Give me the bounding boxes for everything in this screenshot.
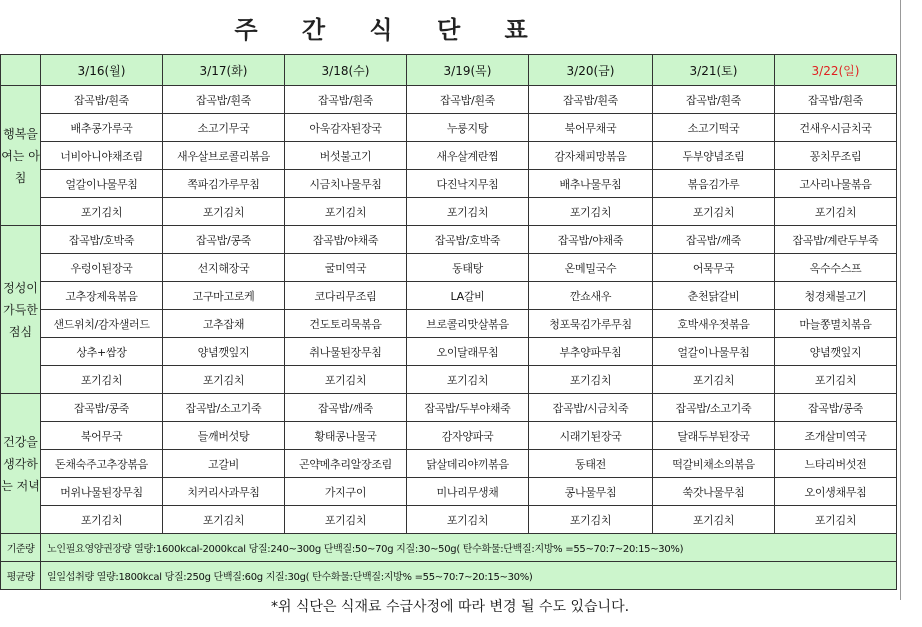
dish-cell: 호박새우젓볶음 (653, 310, 775, 338)
dish-cell: 잡곡밥/흰죽 (41, 86, 163, 114)
dish-cell: 청경채불고기 (775, 282, 897, 310)
dish-cell: 포기김치 (775, 366, 897, 394)
dish-cell: 포기김치 (407, 198, 529, 226)
dish-cell: 포기김치 (653, 198, 775, 226)
dish-cell: 건새우시금치국 (775, 114, 897, 142)
nutrition-row (1, 534, 897, 562)
dish-cell: 춘천닭갈비 (653, 282, 775, 310)
day-header: 3/16(월) (41, 55, 163, 86)
dish-cell: 포기김치 (163, 506, 285, 534)
dish-cell: 곤약메추리알장조림 (285, 450, 407, 478)
dish-cell: 달래두부된장국 (653, 422, 775, 450)
dish-cell: 얼갈이나물무침 (653, 338, 775, 366)
dish-cell: 버섯불고기 (285, 142, 407, 170)
dish-cell: 청포묵김가루무침 (529, 310, 653, 338)
dish-cell: 잡곡밥/야채죽 (529, 226, 653, 254)
page-title: 주 간 식 단 표 (234, 15, 546, 44)
day-header: 3/18(수) (285, 55, 407, 86)
dish-cell: 깐쇼새우 (529, 282, 653, 310)
dish-cell: 잡곡밥/호박죽 (407, 226, 529, 254)
dish-cell: 잡곡밥/계란두부죽 (775, 226, 897, 254)
dish-cell: 잡곡밥/콩죽 (163, 226, 285, 254)
dish-cell: 들깨버섯탕 (163, 422, 285, 450)
dish-cell: 건도토리묵볶음 (285, 310, 407, 338)
dish-cell: 황태콩나물국 (285, 422, 407, 450)
table-row (1, 394, 897, 422)
dish-cell: 쑥갓나물무침 (653, 478, 775, 506)
dish-cell: 포기김치 (285, 198, 407, 226)
dish-cell: 포기김치 (407, 506, 529, 534)
table-row (1, 282, 897, 310)
table-row (1, 114, 897, 142)
dish-cell: 얼갈이나물무침 (41, 170, 163, 198)
dish-cell: 마늘쫑멸치볶음 (775, 310, 897, 338)
dish-cell: 취나물된장무침 (285, 338, 407, 366)
day-header: 3/17(화) (163, 55, 285, 86)
table-row (1, 338, 897, 366)
dish-cell: 오이생채무침 (775, 478, 897, 506)
dish-cell: 오이달래무침 (407, 338, 529, 366)
dish-cell: 배추나물무침 (529, 170, 653, 198)
dish-cell: 포기김치 (407, 366, 529, 394)
nutrition-text: 일일섭취량 열량:1800kcal 당질:250g 단백질:60g 지질:30g( 탄수화물:단백질:지방% =55~70:7~20:15~30%) (41, 562, 897, 590)
dish-cell: 포기김치 (285, 366, 407, 394)
dish-cell: 잡곡밥/야채죽 (285, 226, 407, 254)
dish-cell: 잡곡밥/시금치죽 (529, 394, 653, 422)
dish-cell: 누룽지탕 (407, 114, 529, 142)
nutrition-text: 노인필요영양권장량 열량:1600kcal-2000kcal 당질:240~300g 단백질:50~70g 지질:30~50g( 탄수화물:단백질:지방% =55~70:7~20:15~30%) (41, 534, 897, 562)
dish-cell: 소고기떡국 (653, 114, 775, 142)
dish-cell: 포기김치 (653, 506, 775, 534)
dish-cell: 너비아니야채조림 (41, 142, 163, 170)
dish-cell: 온메밀국수 (529, 254, 653, 282)
nutrition-label: 기준량 (1, 534, 41, 562)
meal-label: 행복을 여는 아침 (1, 86, 41, 226)
dish-cell: 쪽파김가루무침 (163, 170, 285, 198)
dish-cell: 잡곡밥/흰죽 (163, 86, 285, 114)
dish-cell: 감자양파국 (407, 422, 529, 450)
dish-cell: 아욱감자된장국 (285, 114, 407, 142)
dish-cell: 고갈비 (163, 450, 285, 478)
dish-cell: 포기김치 (529, 366, 653, 394)
dish-cell: 잡곡밥/두부야채죽 (407, 394, 529, 422)
dish-cell: 꽁치무조림 (775, 142, 897, 170)
dish-cell: 선지해장국 (163, 254, 285, 282)
dish-cell: 우렁이된장국 (41, 254, 163, 282)
dish-cell: 소고기무국 (163, 114, 285, 142)
table-row (1, 198, 897, 226)
header-corner (1, 55, 41, 86)
dish-cell: 굴미역국 (285, 254, 407, 282)
nutrition-row (1, 562, 897, 590)
table-row (1, 170, 897, 198)
dish-cell: 잡곡밥/흰죽 (529, 86, 653, 114)
day-header: 3/21(토) (653, 55, 775, 86)
dish-cell: 포기김치 (41, 366, 163, 394)
dish-cell: 잡곡밥/콩죽 (775, 394, 897, 422)
dish-cell: 옥수수스프 (775, 254, 897, 282)
day-header: 3/19(목) (407, 55, 529, 86)
dish-cell: 부추양파무침 (529, 338, 653, 366)
dish-cell: 동태전 (529, 450, 653, 478)
nutrition-label: 평균량 (1, 562, 41, 590)
dish-cell: 잡곡밥/흰죽 (775, 86, 897, 114)
dish-cell: 잡곡밥/콩죽 (41, 394, 163, 422)
dish-cell: 포기김치 (775, 198, 897, 226)
dish-cell: 샌드위치/감자샐러드 (41, 310, 163, 338)
meal-label: 정성이 가득한 점심 (1, 226, 41, 394)
dish-cell: 고추잡채 (163, 310, 285, 338)
header-row (1, 55, 897, 86)
day-header: 3/22(일) (775, 55, 897, 86)
dish-cell: 포기김치 (529, 198, 653, 226)
dish-cell: 떡갈비채소의볶음 (653, 450, 775, 478)
dish-cell: 포기김치 (653, 366, 775, 394)
dish-cell: 잡곡밥/깨죽 (653, 226, 775, 254)
dish-cell: 북어무국 (41, 422, 163, 450)
weekly-menu-table (0, 54, 897, 590)
dish-cell: 포기김치 (41, 506, 163, 534)
dish-cell: 상추+쌈장 (41, 338, 163, 366)
dish-cell: 잡곡밥/소고기죽 (653, 394, 775, 422)
dish-cell: 치커리사과무침 (163, 478, 285, 506)
dish-cell: 고구마고로케 (163, 282, 285, 310)
dish-cell: 양념깻잎지 (775, 338, 897, 366)
table-row (1, 86, 897, 114)
meal-label: 건강을 생각하는 저녁 (1, 394, 41, 534)
dish-cell: 양념깻잎지 (163, 338, 285, 366)
dish-cell: 어묵무국 (653, 254, 775, 282)
table-row (1, 310, 897, 338)
dish-cell: 고사리나물볶음 (775, 170, 897, 198)
dish-cell: 새우살계란찜 (407, 142, 529, 170)
dish-cell: 잡곡밥/호박죽 (41, 226, 163, 254)
dish-cell: 머위나물된장무침 (41, 478, 163, 506)
dish-cell: 포기김치 (285, 506, 407, 534)
dish-cell: 새우살브로콜리볶음 (163, 142, 285, 170)
table-row (1, 450, 897, 478)
dish-cell: 배추콩가루국 (41, 114, 163, 142)
dish-cell: 시래기된장국 (529, 422, 653, 450)
table-row (1, 506, 897, 534)
dish-cell: 포기김치 (529, 506, 653, 534)
table-row (1, 478, 897, 506)
day-header: 3/20(금) (529, 55, 653, 86)
table-row (1, 142, 897, 170)
dish-cell: 콩나물무침 (529, 478, 653, 506)
dish-cell: 두부양념조림 (653, 142, 775, 170)
dish-cell: 고추장제육볶음 (41, 282, 163, 310)
window-edge (900, 0, 922, 600)
table-row (1, 254, 897, 282)
dish-cell: 잡곡밥/흰죽 (285, 86, 407, 114)
dish-cell: 동태탕 (407, 254, 529, 282)
dish-cell: 북어무채국 (529, 114, 653, 142)
dish-cell: 브로콜리맛살볶음 (407, 310, 529, 338)
dish-cell: 잡곡밥/깨죽 (285, 394, 407, 422)
dish-cell: 포기김치 (41, 198, 163, 226)
dish-cell: 미나리무생채 (407, 478, 529, 506)
dish-cell: 포기김치 (163, 366, 285, 394)
dish-cell: 다진낙지무침 (407, 170, 529, 198)
table-row (1, 226, 897, 254)
dish-cell: 가지구이 (285, 478, 407, 506)
dish-cell: 포기김치 (775, 506, 897, 534)
dish-cell: 조개살미역국 (775, 422, 897, 450)
dish-cell: 잡곡밥/흰죽 (653, 86, 775, 114)
dish-cell: 잡곡밥/흰죽 (407, 86, 529, 114)
dish-cell: 볶음김가루 (653, 170, 775, 198)
dish-cell: 닭살데리야끼볶음 (407, 450, 529, 478)
menu-change-notice: *위 식단은 식재료 수급사정에 따라 변경 될 수도 있습니다. (270, 599, 630, 615)
table-row (1, 366, 897, 394)
dish-cell: 감자채피망볶음 (529, 142, 653, 170)
dish-cell: 잡곡밥/소고기죽 (163, 394, 285, 422)
dish-cell: 코다리무조림 (285, 282, 407, 310)
table-row (1, 422, 897, 450)
dish-cell: 느타리버섯전 (775, 450, 897, 478)
dish-cell: LA갈비 (407, 282, 529, 310)
dish-cell: 포기김치 (163, 198, 285, 226)
dish-cell: 돈채숙주고추장볶음 (41, 450, 163, 478)
dish-cell: 시금치나물무침 (285, 170, 407, 198)
